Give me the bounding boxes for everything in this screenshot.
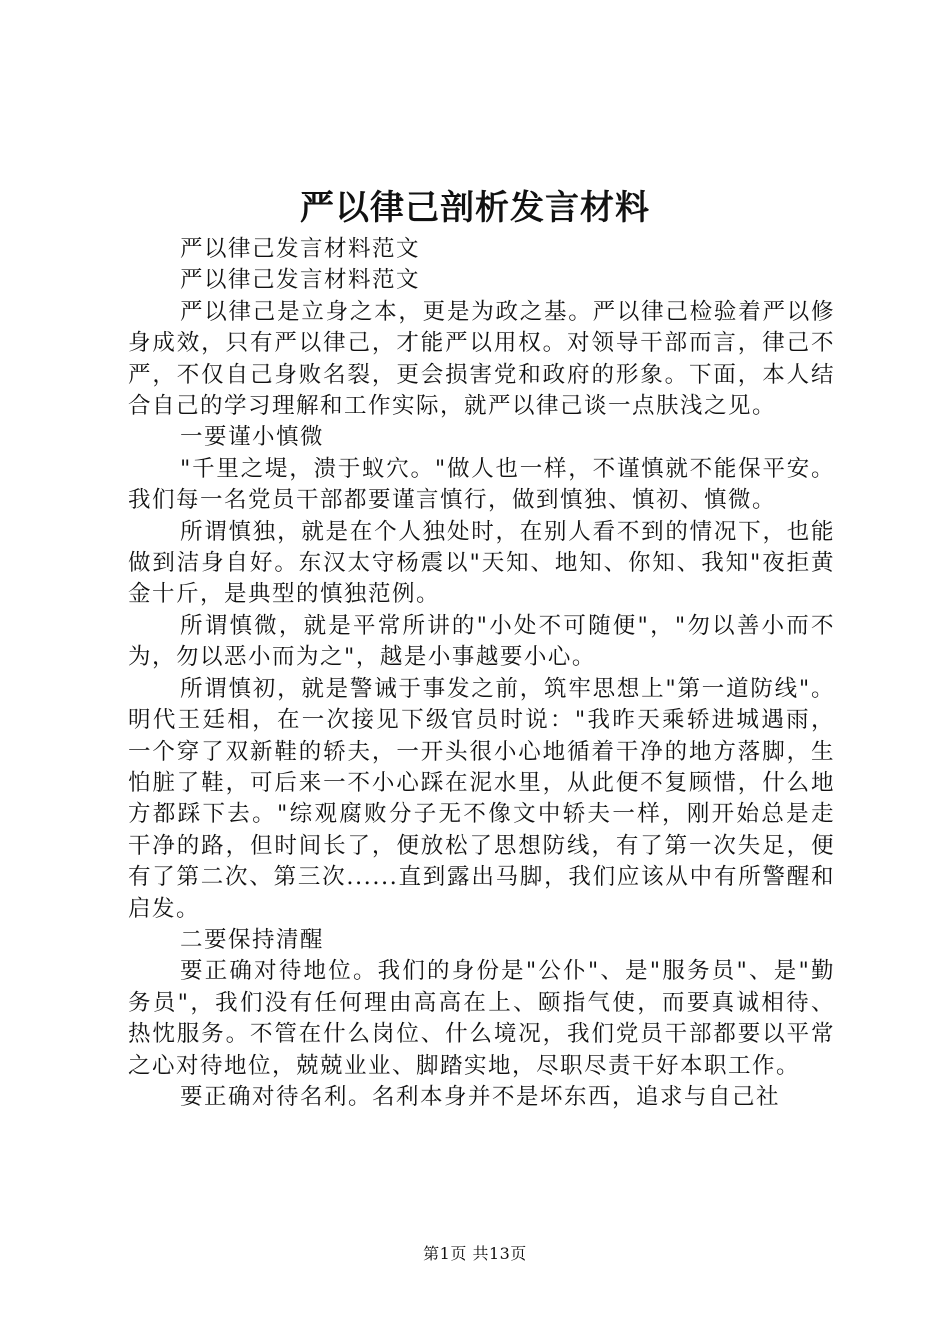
- paragraph: 所谓慎独，就是在个人独处时，在别人看不到的情况下，也能做到洁身自好。东汉太守杨震以"天知、地知、你知、我知"夜拒黄金十斤，是典型的慎独范例。: [128, 518, 835, 608]
- page-title: 严以律己剖析发言材料: [300, 188, 650, 228]
- paragraph: "千里之堤，溃于蚁穴。"做人也一样，不谨慎就不能保平安。我们每一名党员干部都要谨言慎行，做到慎独、慎初、慎微。: [128, 455, 835, 514]
- paragraph: 严以律己发言材料范文: [180, 267, 421, 294]
- paragraph: 要正确对待地位。我们的身份是"公仆"、是"服务员"、是"勤务员"，我们没有任何理由高高在上、颐指气使，而要真诚相待、热忱服务。不管在什么岗位、什么境况，我们党员干部都要以平常之心对待地位，兢兢业业、脚踏实地，尽职尽责干好本职工作。: [128, 958, 835, 1079]
- section-heading: 一要谨小慎微: [180, 424, 325, 451]
- paragraph: 要正确对待名利。名利本身并不是坏东西，追求与自己社: [180, 1083, 781, 1110]
- page-number: 第1页 共13页: [423, 1244, 527, 1263]
- document-body: [128, 234, 835, 1113]
- paragraph: 所谓慎初，就是警诫于事发之前，筑牢思想上"第一道防线"。明代王廷相，在一次接见下级官员时说："我昨天乘轿进城遇雨，一个穿了双新鞋的轿夫，一开头很小心地循着干净的地方落脚，生怕脏了鞋，可后来一不小心踩在泥水里，从此便不复顾惜，什么地方都踩下去。"综观腐败分子无不像文中轿夫一样，刚开始总是走干净的路，但时间长了，便放松了思想防线，有了第一次失足，便有了第二次、第三次......直到露出马脚，我们应该从中有所警醒和启发。: [128, 675, 835, 922]
- paragraph: 所谓慎微，就是平常所讲的"小处不可随便"，"勿以善小而不为，勿以恶小而为之"，越是小事越要小心。: [128, 612, 835, 671]
- paragraph: 严以律己是立身之本，更是为政之基。严以律己检验着严以修身成效，只有严以律己，才能严以用权。对领导干部而言，律己不严，不仅自己身败名裂，更会损害党和政府的形象。下面，本人结合自己的学习理解和工作实际，就严以律己谈一点肤浅之见。: [128, 298, 835, 420]
- section-heading: 二要保持清醒: [180, 926, 325, 953]
- paragraph: 严以律己发言材料范文: [180, 236, 421, 262]
